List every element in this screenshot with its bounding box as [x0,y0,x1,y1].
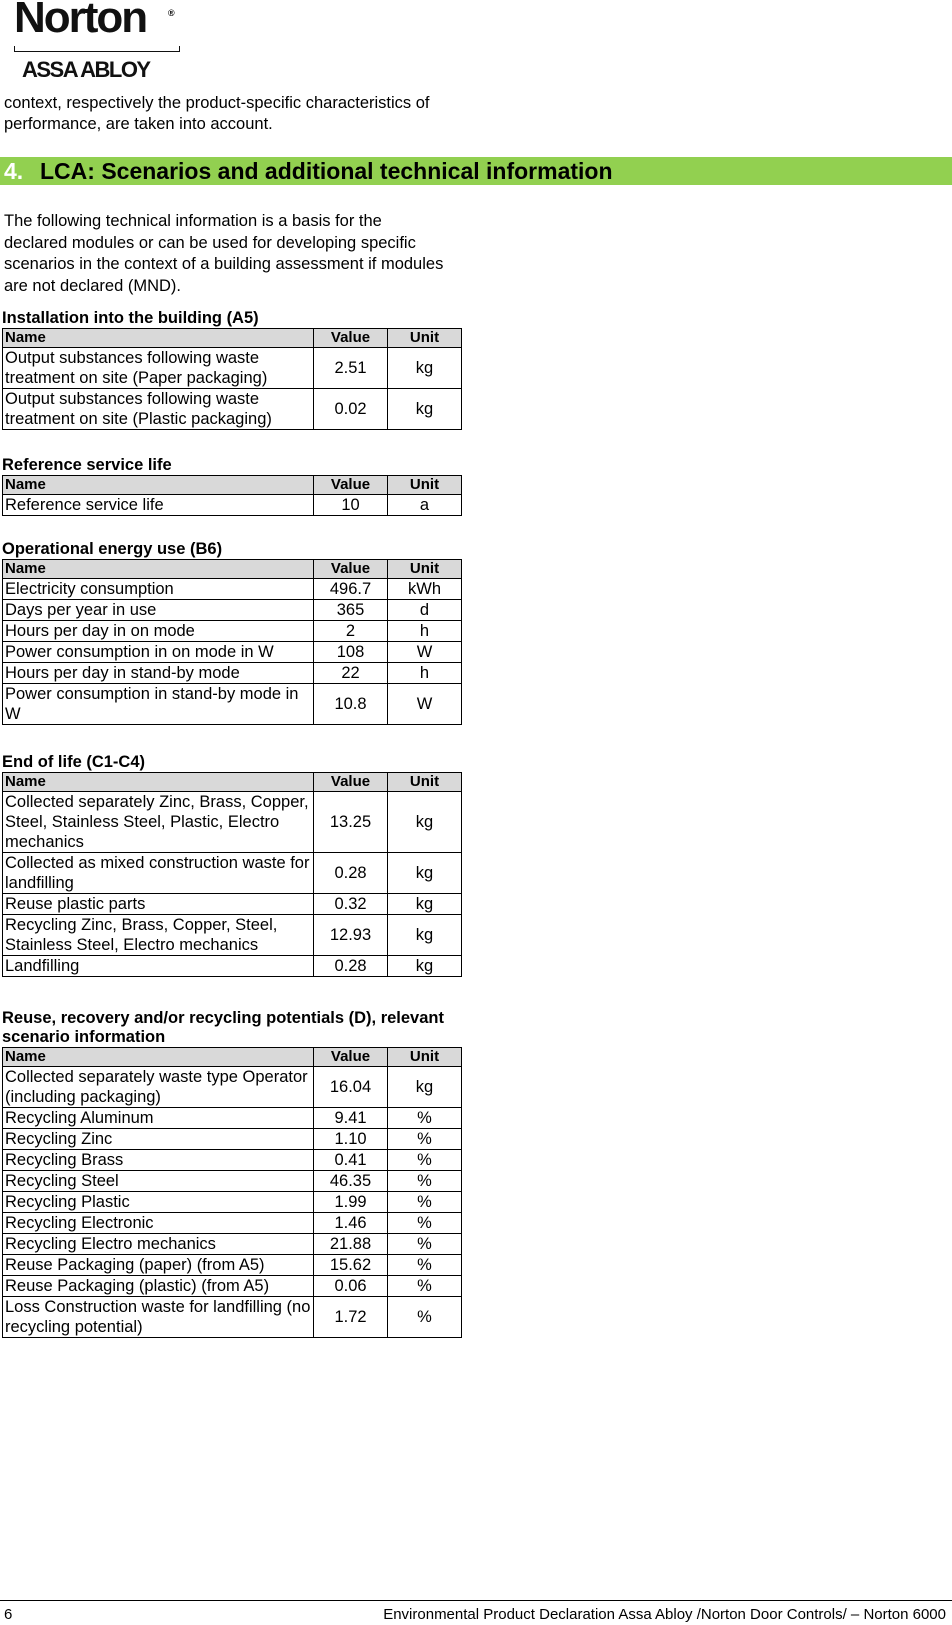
table-row [3,663,462,684]
row-unit: kg [388,853,462,894]
row-unit: kg [388,894,462,915]
table-row [3,1276,462,1297]
row-name: Reference service life [3,495,314,516]
table-row [3,1192,462,1213]
table-row [3,1108,462,1129]
row-unit: kg [388,915,462,956]
row-value: 0.28 [314,956,388,977]
table-row [3,579,462,600]
table-row [3,642,462,663]
table-row [3,1234,462,1255]
row-unit: h [388,621,462,642]
intro-continuation: context, respectively the product-specific characteristics of performance, are taken into account. [4,94,430,133]
row-name: Power consumption in on mode in W [3,642,314,663]
row-unit: kg [388,1067,462,1108]
footer-divider [0,1600,952,1601]
table-recycling-potentials [2,1009,461,1338]
section-intro: The following technical information is a basis for the declared modules or can be used for developing specific scenarios in the context of a building assessment if modules are not declared (MND). [4,212,444,295]
row-unit: kg [388,956,462,977]
table-heading: Operational energy use (B6) [2,540,223,558]
table-heading: Installation into the building (A5) [2,309,259,327]
table-row [3,389,462,430]
row-unit: % [388,1171,462,1192]
column-header-unit: Unit [388,1048,462,1067]
row-name: Output substances following waste treatment on site (Paper packaging) [3,348,314,389]
table-row [3,853,462,894]
section-title: LCA: Scenarios and additional technical information [40,158,613,184]
row-value: 108 [314,642,388,663]
row-name: Landfilling [3,956,314,977]
table-header-row [3,560,462,579]
row-name: Collected as mixed construction waste for landfilling [3,853,314,894]
row-unit: a [388,495,462,516]
row-value: 10 [314,495,388,516]
row-value: 10.8 [314,684,388,725]
row-value: 12.93 [314,915,388,956]
norton-assa-abloy-logo [14,0,180,84]
table-installation [2,309,461,430]
footer-title: Environmental Product Declaration Assa Abloy /Norton Door Controls/ – Norton 6000 [383,1606,946,1623]
row-value: 365 [314,600,388,621]
row-name: Recycling Brass [3,1150,314,1171]
row-name: Reuse Packaging (paper) (from A5) [3,1255,314,1276]
column-header-name: Name [3,476,314,495]
table-row [3,684,462,725]
table-header-row [3,1048,462,1067]
row-name: Output substances following waste treatment on site (Plastic packaging) [3,389,314,430]
table-row [3,1297,462,1338]
row-unit: % [388,1255,462,1276]
column-header-value: Value [314,773,388,792]
row-unit: h [388,663,462,684]
row-name: Reuse plastic parts [3,894,314,915]
row-name: Recycling Plastic [3,1192,314,1213]
row-value: 0.02 [314,389,388,430]
row-name: Reuse Packaging (plastic) (from A5) [3,1276,314,1297]
table-row [3,621,462,642]
row-unit: % [388,1276,462,1297]
logo-sub: ASSA ABLOY [22,57,150,82]
column-header-value: Value [314,476,388,495]
table-row [3,1067,462,1108]
table-row [3,915,462,956]
column-header-value: Value [314,560,388,579]
data-table [2,1047,462,1338]
row-name: Recycling Electro mechanics [3,1234,314,1255]
table-heading: End of life (C1-C4) [2,753,145,771]
row-value: 16.04 [314,1067,388,1108]
row-unit: kg [388,348,462,389]
row-value: 1.72 [314,1297,388,1338]
table-heading: Reuse, recovery and/or recycling potentials (D), relevant scenario information [2,1009,444,1046]
logo-brand: Norton [14,0,147,42]
column-header-name: Name [3,1048,314,1067]
row-value: 13.25 [314,792,388,853]
row-name: Hours per day in on mode [3,621,314,642]
page-number: 6 [4,1606,13,1623]
column-header-unit: Unit [388,560,462,579]
table-header-row [3,476,462,495]
table-header-row [3,773,462,792]
table-row [3,495,462,516]
row-name: Collected separately Zinc, Brass, Copper, Steel, Stainless Steel, Plastic, Electro mechanics [3,792,314,853]
row-name: Power consumption in stand-by mode in W [3,684,314,725]
logo-rule [14,46,180,52]
column-header-unit: Unit [388,476,462,495]
table-heading: Reference service life [2,456,172,474]
table-row [3,792,462,853]
row-value: 1.99 [314,1192,388,1213]
column-header-unit: Unit [388,329,462,348]
row-value: 0.41 [314,1150,388,1171]
row-name: Hours per day in stand-by mode [3,663,314,684]
row-value: 21.88 [314,1234,388,1255]
row-value: 0.32 [314,894,388,915]
row-name: Recycling Electronic [3,1213,314,1234]
column-header-name: Name [3,560,314,579]
table-row [3,348,462,389]
table-operational-energy [2,540,461,725]
table-row [3,1150,462,1171]
row-unit: % [388,1192,462,1213]
row-name: Loss Construction waste for landfilling (no recycling potential) [3,1297,314,1338]
row-value: 46.35 [314,1171,388,1192]
row-value: 0.06 [314,1276,388,1297]
table-row [3,1255,462,1276]
row-name: Recycling Steel [3,1171,314,1192]
table-reference-service-life [2,456,461,516]
table-row [3,600,462,621]
data-table [2,475,462,516]
row-name: Recycling Aluminum [3,1108,314,1129]
row-unit: kg [388,792,462,853]
row-unit: kWh [388,579,462,600]
column-header-name: Name [3,773,314,792]
row-value: 496.7 [314,579,388,600]
section-number: 4. [4,158,24,184]
table-row [3,1213,462,1234]
row-name: Days per year in use [3,600,314,621]
column-header-unit: Unit [388,773,462,792]
registered-mark: ® [168,8,175,18]
row-unit: W [388,642,462,663]
row-value: 0.28 [314,853,388,894]
row-name: Recycling Zinc [3,1129,314,1150]
section-heading [0,157,952,185]
row-unit: d [388,600,462,621]
table-row [3,1171,462,1192]
row-unit: % [388,1129,462,1150]
column-header-name: Name [3,329,314,348]
row-name: Collected separately waste type Operator (including packaging) [3,1067,314,1108]
table-row [3,894,462,915]
data-table [2,328,462,430]
row-unit: W [388,684,462,725]
row-value: 22 [314,663,388,684]
row-value: 2.51 [314,348,388,389]
row-unit: % [388,1234,462,1255]
row-unit: % [388,1150,462,1171]
row-value: 2 [314,621,388,642]
data-table [2,772,462,977]
row-name: Electricity consumption [3,579,314,600]
row-value: 15.62 [314,1255,388,1276]
row-value: 1.46 [314,1213,388,1234]
row-value: 9.41 [314,1108,388,1129]
row-value: 1.10 [314,1129,388,1150]
data-table [2,559,462,725]
table-end-of-life [2,753,461,977]
row-unit: kg [388,389,462,430]
row-name: Recycling Zinc, Brass, Copper, Steel, Stainless Steel, Electro mechanics [3,915,314,956]
table-row [3,956,462,977]
table-header-row [3,329,462,348]
column-header-value: Value [314,1048,388,1067]
row-unit: % [388,1108,462,1129]
row-unit: % [388,1297,462,1338]
row-unit: % [388,1213,462,1234]
column-header-value: Value [314,329,388,348]
table-row [3,1129,462,1150]
